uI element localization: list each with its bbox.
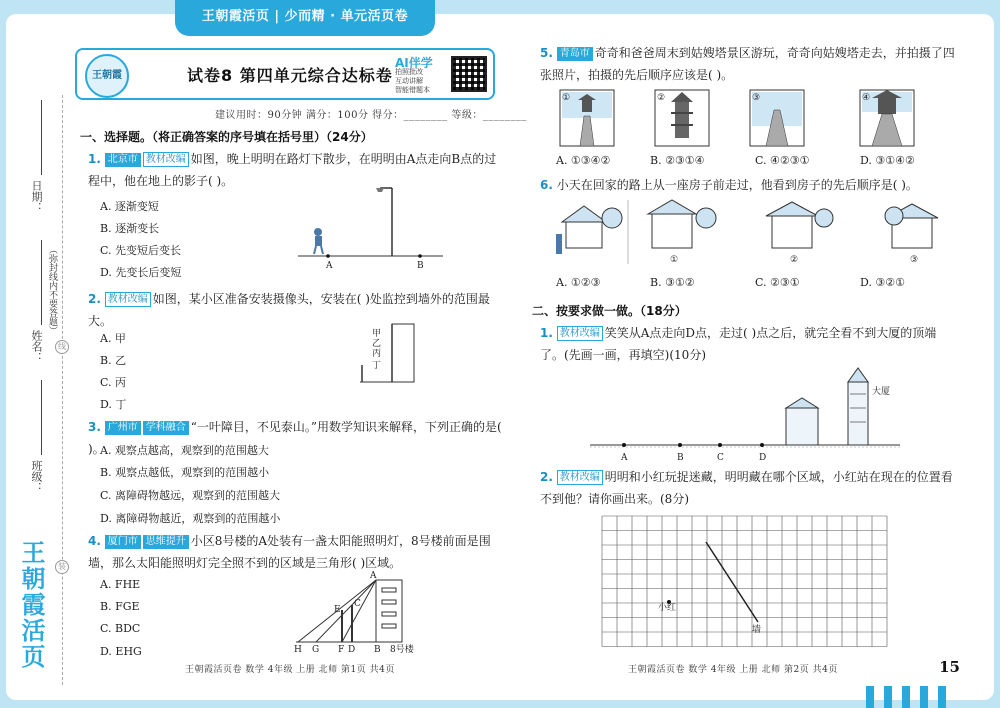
- question-text: “一叶障目，不见泰山。”用数学知识来解释，下列正确的是( )。: [88, 420, 502, 456]
- region-tag: 北京市: [105, 153, 141, 167]
- option: D. 离障碍物越近，观察到的范围越小: [100, 512, 281, 525]
- position-label: 乙: [372, 339, 382, 349]
- option: B. FGE: [100, 600, 140, 613]
- option: C. 先变短后变长: [100, 244, 182, 257]
- q4-building-figure: [290, 570, 440, 655]
- section-1-title: 一、选择题。（将正确答案的序号填在括号里）（24分）: [80, 130, 373, 144]
- house-view-3: [885, 204, 938, 265]
- photo-2: [655, 90, 709, 146]
- ai-line: 互动讲解: [395, 77, 423, 85]
- ai-lines: [395, 68, 430, 95]
- region-tag: 广州市: [105, 421, 141, 435]
- option: B. 观察点越低，观察到的范围越小: [100, 466, 270, 479]
- problem-1: [540, 322, 960, 366]
- house-view-1: [648, 200, 716, 265]
- position-label: 甲: [372, 329, 382, 339]
- house-view-start: [556, 206, 622, 254]
- question-number: 4.: [88, 534, 101, 548]
- question-number: 2.: [88, 292, 101, 306]
- option: B. 逐渐变长: [100, 222, 160, 235]
- ai-tag: AI伴学: [395, 56, 433, 70]
- point-label: D: [759, 453, 767, 463]
- question-number: 2.: [540, 470, 553, 484]
- photo-number: ④: [862, 93, 871, 103]
- source-tag: 教材改编: [105, 292, 151, 307]
- point-label: D: [348, 645, 356, 655]
- point-label-b: B: [417, 261, 424, 271]
- source-tag: 教材改编: [557, 470, 603, 485]
- question-number: 3.: [88, 420, 101, 434]
- exam-title: 试卷8 第四单元综合达标卷: [187, 66, 393, 85]
- seal-mark-2: 装: [55, 560, 69, 574]
- option: C. 丙: [100, 376, 127, 389]
- name-label: 姓名：: [30, 330, 43, 363]
- question-number: 1.: [88, 152, 101, 166]
- source-tag: 教材改编: [143, 152, 189, 167]
- seal-note: （弥封线内不要答题）: [47, 245, 57, 335]
- point-label: E: [334, 605, 341, 615]
- q2-wall-figure: [360, 320, 420, 385]
- photo-number: ③: [752, 93, 761, 103]
- option: A. ①③④②: [556, 154, 611, 167]
- point-label: A: [370, 571, 377, 581]
- region-tag: 厦门市: [105, 535, 141, 549]
- q6-house-figures: [556, 200, 956, 270]
- option: B. 乙: [100, 354, 127, 367]
- ai-line: 拍照批改: [395, 68, 423, 76]
- option: A. ①②③: [556, 276, 601, 289]
- option: C. ②③①: [755, 276, 800, 289]
- ai-line: 智能错题本: [395, 86, 430, 94]
- position-label: 丁: [372, 361, 382, 371]
- question-number: 5.: [540, 46, 553, 60]
- brand-vertical: 王朝霞活页: [17, 540, 46, 670]
- option: D. ③②①: [860, 276, 906, 289]
- question-text: 明明和小红玩捉迷藏，明明藏在哪个区域，小红站在现在的位置看不到他？请你画出来。(8分): [540, 470, 953, 506]
- top-banner: 王朝霞活页 | 少而精 · 单元活页卷: [175, 0, 435, 36]
- class-label: 班级：: [30, 460, 43, 493]
- position-label: 丙: [372, 349, 382, 359]
- question-number: 6.: [540, 178, 553, 192]
- point-label: C: [717, 453, 724, 463]
- option: B. ③①②: [650, 276, 695, 289]
- option: C. BDC: [100, 622, 141, 635]
- grid-lines: [602, 516, 887, 647]
- qr-code: [451, 56, 487, 92]
- question-text: 奇奇和爸爸周末到姑嫂塔景区游玩，奇奇向姑嫂塔走去，并拍摄了四张照片，拍摄的先后顺序应该是( )。: [540, 46, 955, 82]
- option: D. 先变长后变短: [100, 266, 182, 279]
- option: C. 离障碍物越远，观察到的范围越大: [100, 489, 281, 502]
- brand-logo: 王朝霞: [85, 54, 129, 98]
- source-tag: 学科融合: [143, 421, 189, 435]
- hide-seek-grid: [602, 516, 888, 648]
- region-tag: 青岛市: [557, 47, 593, 61]
- bottom-bars: [866, 686, 956, 708]
- option: D. ③①④②: [860, 154, 915, 167]
- question-2: [88, 288, 508, 332]
- question-4: [88, 530, 508, 574]
- footer-right: 王朝霞活页卷 数学 4年级 上册 北师 第2页 共4页: [628, 665, 838, 675]
- option: C. ④②③①: [755, 154, 810, 167]
- view-number: ①: [670, 255, 679, 265]
- point-label: C: [354, 599, 361, 609]
- question-text: 笑笑从A点走向D点，走过( )点之后，就完全看不到大厦的顶端了。(先画一画，再填空)(10分): [540, 326, 937, 362]
- exam-meta: 建议用时：90分钟 满分：100分 得分：________ 等级：________: [215, 110, 527, 121]
- question-number: 1.: [540, 326, 553, 340]
- option: A. 逐渐变短: [100, 200, 159, 213]
- view-number: ③: [910, 255, 919, 265]
- question-text: 如图，晚上明明在路灯下散步，在明明由A点走向B点的过程中，他在地上的影子( )。: [88, 152, 497, 188]
- seal-mark: 线: [55, 340, 69, 354]
- problem-2: [540, 466, 960, 510]
- point-label: B: [677, 453, 684, 463]
- photo-3: [750, 90, 804, 146]
- wall-line: [706, 542, 758, 622]
- date-label: 日期：: [30, 180, 43, 213]
- option: D. 丁: [100, 398, 127, 411]
- xiaohong-label: 小红: [658, 603, 677, 613]
- section-2-title: 二、按要求做一做。（18分）: [532, 304, 687, 318]
- option: A. FHE: [100, 578, 141, 591]
- point-label: G: [312, 645, 320, 655]
- point-label-a: A: [326, 261, 333, 271]
- tower-label: 大厦: [872, 387, 891, 397]
- photo-4: [860, 90, 914, 146]
- seal-dashed-line: [62, 95, 63, 685]
- footer-left: 王朝霞活页卷 数学 4年级 上册 北师 第1页 共4页: [185, 665, 395, 675]
- photo-number: ①: [562, 93, 571, 103]
- page-number: 15: [939, 658, 960, 676]
- q1-streetlamp-figure: [298, 180, 448, 270]
- date-line: [41, 100, 42, 175]
- source-tag: 教材改编: [557, 326, 603, 341]
- question-5: [540, 42, 960, 86]
- photo-number: ②: [657, 93, 666, 103]
- question-text: 小区8号楼的A处装有一盏太阳能照明灯，8号楼前面是围墙，那么太阳能照明灯完全照不到的区域是三角形( )区域。: [88, 534, 491, 570]
- class-line: [41, 380, 42, 455]
- option: A. 甲: [100, 332, 126, 345]
- q5-tower-photos: [560, 90, 950, 150]
- exam-header: [75, 48, 495, 100]
- building-label: 8号楼: [390, 645, 414, 655]
- point-label: B: [374, 645, 381, 655]
- point-label: H: [294, 645, 302, 655]
- point-label: F: [338, 645, 345, 655]
- view-number: ②: [790, 255, 799, 265]
- name-line: [41, 240, 42, 325]
- question-6: [540, 174, 960, 196]
- option: B. ②③①④: [650, 154, 705, 167]
- question-text: 如图，某小区准备安装摄像头，安装在( )处监控到墙外的范围最大。: [88, 292, 490, 328]
- wall-label: 墙: [752, 625, 762, 635]
- option: D. EHG: [100, 645, 142, 658]
- p1-tower-figure: [590, 368, 910, 463]
- source-tag: 思维提升: [143, 535, 189, 549]
- option: A. 观察点越高，观察到的范围越大: [100, 444, 269, 457]
- photo-1: [560, 90, 614, 146]
- question-text: 小天在回家的路上从一座房子前走过，他看到房子的先后顺序是( )。: [556, 178, 918, 192]
- point-label: A: [621, 453, 628, 463]
- house-view-2: [766, 202, 833, 265]
- ai-box: [395, 54, 487, 96]
